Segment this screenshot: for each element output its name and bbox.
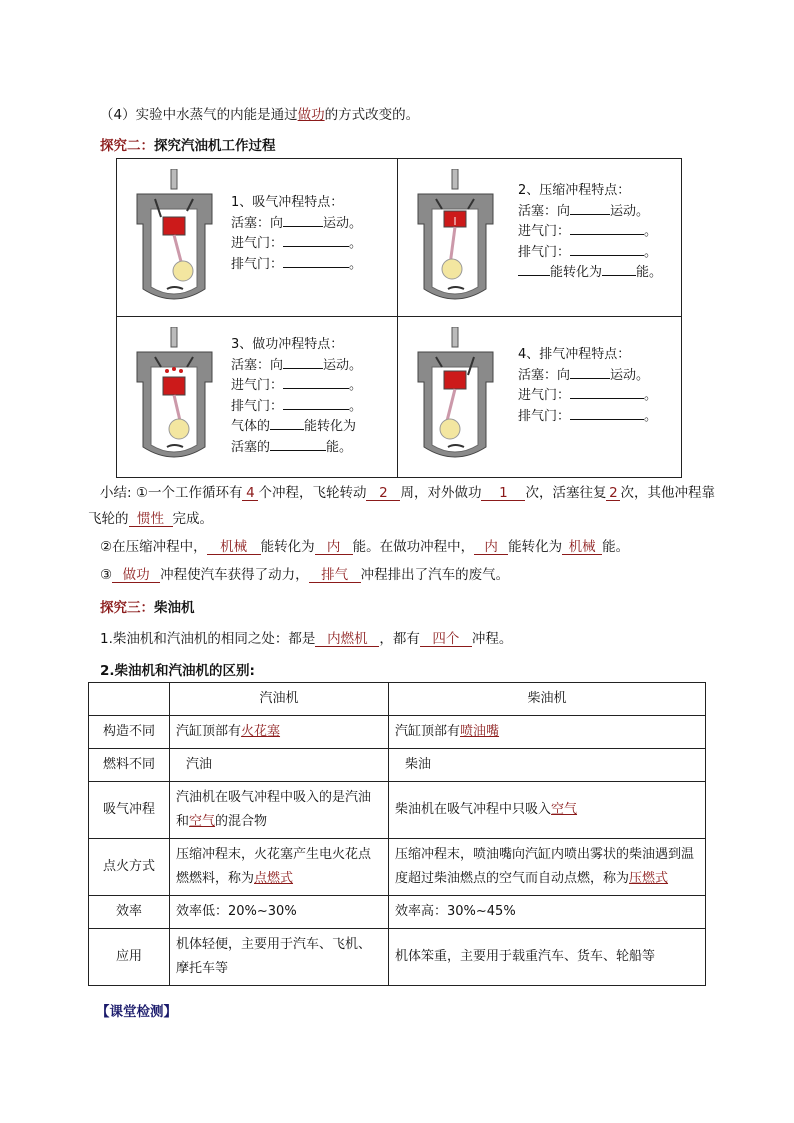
intake-intake-blank[interactable]: [283, 234, 349, 247]
power-piston-energy-blank[interactable]: [270, 438, 326, 451]
cell-answer: 空气: [551, 802, 578, 817]
exhaust-exhaust-label: 排气门：: [518, 408, 571, 424]
cell-answer: 火花塞: [241, 724, 281, 739]
summary-line-3: [100, 563, 509, 583]
power-gas-pre: 气体的: [231, 419, 271, 434]
compression-exhaust-blank[interactable]: [570, 243, 644, 256]
summary-line-2: [100, 535, 629, 555]
question-1: [100, 627, 512, 647]
row-key: 构造不同: [89, 716, 170, 749]
cell-text: 柴油机在吸气冲程中只吸入: [395, 802, 552, 817]
summary-text: 个冲程，飞轮转动: [258, 485, 367, 501]
cell-answer: 点燃式: [254, 871, 294, 886]
summary-text: 冲程排出了汽车的废气。: [360, 567, 510, 583]
summary-answer: 2: [606, 486, 620, 501]
summary-answer: 2: [366, 486, 400, 501]
period: 。: [644, 408, 658, 424]
compression-engine-diagram: [408, 169, 503, 304]
summary-answer: 机械: [207, 540, 261, 555]
diesel-cell: [389, 716, 706, 749]
summary-answer: 惯性: [129, 512, 173, 527]
compression-piston-post: 运动。: [610, 203, 650, 219]
summary-text: 能。在做功冲程中，: [352, 539, 475, 555]
exhaust-intake-blank[interactable]: [570, 386, 644, 399]
section2-title: 探究汽油机工作过程: [154, 138, 276, 154]
section2-label: 探究二：: [100, 138, 154, 154]
gasoline-cell: [170, 716, 389, 749]
classroom-check-heading: 【课堂检测】: [96, 1004, 177, 1020]
summary-text: 能转化为: [508, 539, 563, 555]
engine-stroke-grid: [116, 158, 682, 478]
table-header-cell: [89, 683, 170, 716]
summary-line-1b: [88, 507, 213, 527]
summary-text: ③: [100, 567, 113, 583]
table-row: [89, 716, 706, 749]
q1-text: 冲程。: [471, 631, 513, 647]
intro-prefix: （4）实验中水蒸气的内能是通过: [100, 107, 298, 123]
compression-conv-end: 能。: [636, 265, 663, 280]
exhaust-intake-label: 进气门：: [518, 388, 571, 403]
intake-engine-diagram: [127, 169, 222, 304]
cell-text: 汽缸顶部有: [176, 724, 242, 739]
gasoline-cell: 汽油: [170, 749, 389, 782]
summary-answer: 内: [474, 540, 508, 555]
summary-text: 能转化为: [260, 539, 315, 555]
q1-answer: 四个: [420, 632, 472, 647]
row-key: 应用: [89, 929, 170, 986]
summary-answer: 机械: [562, 540, 602, 555]
intake-piston-pre: 活塞：向: [231, 215, 284, 231]
cell-answer: 喷油嘴: [460, 724, 500, 739]
exhaust-piston-blank[interactable]: [570, 366, 610, 379]
row-key: 效率: [89, 896, 170, 929]
section2-heading: [100, 134, 276, 154]
table-row: [89, 896, 706, 929]
table-header-cell: 柴油机: [389, 683, 706, 716]
period: 。: [644, 224, 658, 239]
power-engine-diagram: [127, 327, 222, 462]
gasoline-cell: [170, 782, 389, 839]
q1-text: ，都有: [379, 631, 420, 647]
power-piston-pre: 活塞：向: [231, 357, 284, 373]
table-row: [89, 929, 706, 986]
intro-answer: 做功: [297, 107, 325, 123]
period: 。: [349, 398, 363, 414]
summary-answer: 1: [481, 486, 525, 501]
exhaust-piston-post: 运动。: [610, 367, 650, 383]
summary-text: 次，活塞往复: [525, 485, 607, 501]
power-gas-post: 能转化为: [304, 419, 357, 434]
exhaust-stroke-text: [518, 345, 657, 427]
diesel-cell: [389, 839, 706, 896]
q1-text: 1.柴油机和汽油机的相同之处：都是: [100, 631, 316, 647]
intake-stroke-text: [231, 193, 362, 275]
row-key: 燃料不同: [89, 749, 170, 782]
period: 。: [644, 244, 658, 260]
summary-answer: 4: [242, 486, 258, 501]
table-row: [89, 839, 706, 896]
exhaust-piston-pre: 活塞：向: [518, 367, 571, 383]
comparison-table: [88, 682, 706, 986]
period: 。: [644, 388, 658, 403]
intake-intake-label: 进气门：: [231, 236, 284, 251]
section3-label: 探究三：: [100, 600, 154, 616]
period: 。: [349, 236, 363, 251]
cell-text: 汽油机在吸气冲程中吸入的是汽油和: [176, 790, 372, 829]
summary-text: 完成。: [172, 511, 213, 527]
power-title: 3、做功冲程特点：: [231, 337, 344, 352]
period: 。: [349, 378, 363, 393]
compression-energy-to-blank[interactable]: [602, 263, 636, 276]
gasoline-cell: [170, 839, 389, 896]
period: 。: [349, 256, 363, 272]
diesel-cell: 效率高：30%~45%: [389, 896, 706, 929]
table-row: [89, 749, 706, 782]
diesel-cell: 柴油: [389, 749, 706, 782]
compression-stroke-text: [518, 181, 662, 284]
summary-answer: 做功: [112, 568, 160, 583]
power-gas-energy-blank[interactable]: [270, 417, 304, 430]
table-row: [89, 782, 706, 839]
section3-title: 柴油机: [154, 600, 195, 616]
power-stroke-text: [231, 335, 362, 458]
power-intake-label: 进气门：: [231, 378, 284, 393]
exhaust-stroke-cell: [397, 316, 681, 477]
table-header-row: [89, 683, 706, 716]
compression-exhaust-label: 排气门：: [518, 244, 571, 260]
summary-text: ②在压缩冲程中，: [100, 539, 207, 555]
compression-energy-from-blank[interactable]: [518, 263, 550, 276]
intake-piston-blank[interactable]: [283, 214, 323, 227]
cell-text: 汽缸顶部有: [395, 724, 461, 739]
question-2-title: 2.柴油机和汽油机的区别:: [100, 663, 255, 679]
diesel-cell: 机体笨重，主要用于载重汽车、货车、轮船等: [389, 929, 706, 986]
compression-intake-blank[interactable]: [570, 222, 644, 235]
power-piston-post: 运动。: [323, 357, 363, 373]
summary-text: 次，其他冲程靠: [620, 485, 715, 501]
power-exhaust-label: 排气门：: [231, 398, 284, 414]
power-intake-blank[interactable]: [283, 376, 349, 389]
compression-conv-mid: 能转化为: [550, 265, 603, 280]
cell-text: 压缩冲程末，喷油嘴向汽缸内喷出雾状的柴油遇到温度超过柴油燃点的空气而自动点燃，称为: [395, 847, 695, 886]
compression-piston-blank[interactable]: [570, 202, 610, 215]
intake-stroke-cell: [117, 159, 397, 316]
row-key: 点火方式: [89, 839, 170, 896]
cell-text: 压缩冲程末，火花塞产生电火花点燃燃料，称为: [176, 847, 372, 886]
gasoline-cell: 效率低：20%~30%: [170, 896, 389, 929]
intro-suffix: 的方式改变的。: [324, 107, 420, 123]
summary-line-1: [100, 481, 715, 501]
summary-text: 小结: ①一个工作循环有: [100, 485, 243, 501]
section3-heading: [100, 596, 195, 616]
diesel-cell: [389, 782, 706, 839]
cell-text: 的混合物: [215, 814, 268, 829]
table-header-cell: 汽油机: [170, 683, 389, 716]
compression-title: 2、压缩冲程特点：: [518, 183, 631, 198]
intake-piston-post: 运动。: [323, 215, 363, 231]
power-exhaust-blank[interactable]: [283, 397, 349, 410]
exhaust-engine-diagram: [408, 327, 503, 462]
intro-line: [100, 103, 419, 123]
row-key: 吸气冲程: [89, 782, 170, 839]
summary-text: 飞轮的: [88, 511, 129, 527]
exhaust-title: 4、排气冲程特点：: [518, 347, 631, 362]
power-piston-energy-pre: 活塞的: [231, 439, 271, 455]
cell-answer: 压燃式: [629, 871, 669, 886]
q1-answer: 内燃机: [315, 632, 379, 647]
summary-text: 冲程使汽车获得了动力，: [160, 567, 309, 583]
gasoline-cell: 机体轻便，主要用于汽车、飞机、摩托车等: [170, 929, 389, 986]
intake-title: 1、吸气冲程特点：: [231, 195, 344, 210]
exhaust-exhaust-blank[interactable]: [570, 407, 644, 420]
intake-exhaust-blank[interactable]: [283, 255, 349, 268]
power-piston-blank[interactable]: [283, 356, 323, 369]
compression-piston-pre: 活塞：向: [518, 203, 571, 219]
cell-answer: 空气: [189, 814, 216, 829]
summary-answer: 内: [315, 540, 353, 555]
intake-exhaust-label: 排气门：: [231, 256, 284, 272]
compression-intake-label: 进气门：: [518, 224, 571, 239]
power-stroke-cell: [117, 316, 397, 477]
summary-text: 能。: [602, 539, 630, 555]
summary-answer: 排气: [309, 568, 361, 583]
compression-stroke-cell: [397, 159, 681, 316]
summary-text: 周，对外做功: [400, 485, 482, 501]
power-piston-energy-post: 能。: [326, 439, 353, 455]
